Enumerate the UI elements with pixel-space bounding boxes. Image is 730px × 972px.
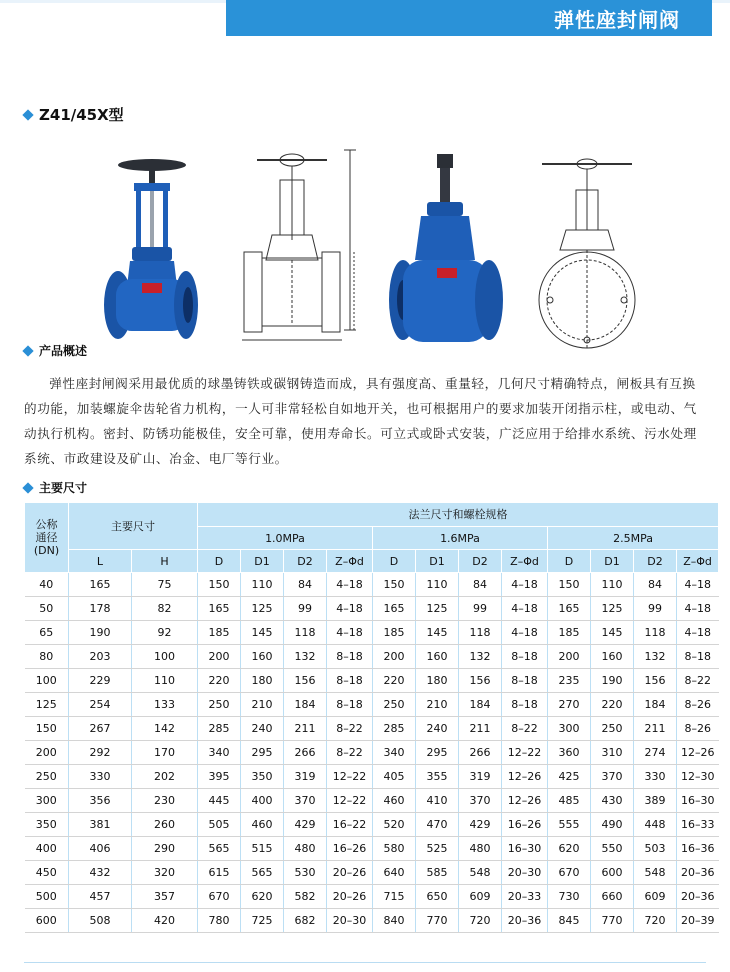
overview-heading: [24, 342, 87, 359]
table-cell: 211: [634, 717, 677, 741]
table-cell: 165: [69, 573, 132, 597]
table-cell: 254: [69, 693, 132, 717]
table-cell: 405: [373, 765, 416, 789]
table-cell: 290: [132, 837, 198, 861]
table-cell: 156: [634, 669, 677, 693]
table-cell: 185: [198, 621, 241, 645]
table-cell: 395: [198, 765, 241, 789]
table-cell: 310: [591, 741, 634, 765]
table-cell: 4–18: [677, 573, 719, 597]
table-cell: 220: [373, 669, 416, 693]
table-cell: 200: [25, 741, 69, 765]
page-banner: [226, 0, 712, 36]
overview-text: 弹性座封闸阀采用最优质的球墨铸铁或碳钢铸造而成，具有强度高、重量轻，几何尺寸精确特点，闸板具有互换的功能，加装螺旋伞齿轮省力机构，一人可非常轻松自如地开关，也可根据用户的要求加装开闭指示柱，或电动、气动执行机构。密封、防锈功能极佳，安全可靠，使用寿命长。可立式或卧式安装，广泛应用于给排水系统、污水处理系统、市政建设及矿山、冶金、电厂等行业。: [24, 376, 697, 466]
dimensions-table-body: [25, 573, 719, 933]
table-cell: 20–36: [677, 861, 719, 885]
table-cell: 133: [132, 693, 198, 717]
table-cell: 185: [373, 621, 416, 645]
table-cell: 20–26: [327, 861, 373, 885]
table-cell: 145: [416, 621, 459, 645]
table-cell: 420: [132, 909, 198, 933]
table-cell: 160: [241, 645, 284, 669]
table-cell: 548: [459, 861, 502, 885]
table-cell: 16–30: [677, 789, 719, 813]
table-cell: 720: [634, 909, 677, 933]
table-row: [25, 741, 719, 765]
table-cell: 400: [25, 837, 69, 861]
table-cell: 480: [459, 837, 502, 861]
table-cell: 503: [634, 837, 677, 861]
table-cell: 220: [591, 693, 634, 717]
dimensions-title: 主要尺寸: [39, 481, 88, 495]
table-cell: 4–18: [327, 573, 373, 597]
table-cell: 340: [198, 741, 241, 765]
table-cell: 178: [69, 597, 132, 621]
dimensions-table: [24, 502, 719, 933]
table-cell: 110: [591, 573, 634, 597]
table-row: [25, 789, 719, 813]
table-cell: 770: [416, 909, 459, 933]
table-cell: 620: [241, 885, 284, 909]
table-cell: 145: [591, 621, 634, 645]
table-cell: 609: [634, 885, 677, 909]
table-cell: 4–18: [677, 621, 719, 645]
table-cell: 330: [634, 765, 677, 789]
table-cell: 715: [373, 885, 416, 909]
table-cell: 211: [459, 717, 502, 741]
table-cell: 125: [416, 597, 459, 621]
table-cell: 235: [548, 669, 591, 693]
table-row: [25, 909, 719, 933]
table-cell: 84: [459, 573, 502, 597]
table-cell: 555: [548, 813, 591, 837]
table-row: [25, 645, 719, 669]
table-cell: 4–18: [502, 597, 548, 621]
table-cell: 160: [416, 645, 459, 669]
table-cell: 780: [198, 909, 241, 933]
table-cell: 132: [284, 645, 327, 669]
table-cell: 12–22: [327, 765, 373, 789]
table-cell: 460: [373, 789, 416, 813]
table-cell: 360: [548, 741, 591, 765]
table-cell: 4–18: [502, 573, 548, 597]
table-cell: 250: [373, 693, 416, 717]
table-cell: 4–18: [327, 597, 373, 621]
table-cell: 12–26: [502, 789, 548, 813]
table-cell: 8–22: [327, 717, 373, 741]
table-cell: 8–22: [677, 669, 719, 693]
table-cell: 350: [25, 813, 69, 837]
table-cell: 12–22: [327, 789, 373, 813]
table-row: [25, 693, 719, 717]
table-row: [25, 597, 719, 621]
table-cell: 565: [241, 861, 284, 885]
table-cell: 180: [241, 669, 284, 693]
table-cell: 340: [373, 741, 416, 765]
table-cell: 356: [69, 789, 132, 813]
table-row: [25, 861, 719, 885]
table-cell: 8–18: [677, 645, 719, 669]
header-pressure-2: 1.6MPa: [373, 527, 548, 550]
table-cell: 142: [132, 717, 198, 741]
table-cell: 457: [69, 885, 132, 909]
table-cell: 99: [284, 597, 327, 621]
table-cell: 565: [198, 837, 241, 861]
table-cell: 8–18: [327, 669, 373, 693]
table-cell: 845: [548, 909, 591, 933]
table-cell: 520: [373, 813, 416, 837]
table-cell: 118: [459, 621, 502, 645]
table-cell: 295: [416, 741, 459, 765]
table-cell: 150: [373, 573, 416, 597]
header-col: D: [548, 550, 591, 573]
table-cell: 145: [241, 621, 284, 645]
table-cell: 180: [416, 669, 459, 693]
table-cell: 229: [69, 669, 132, 693]
table-cell: 490: [591, 813, 634, 837]
table-cell: 285: [198, 717, 241, 741]
header-col: D2: [459, 550, 502, 573]
table-cell: 4–18: [327, 621, 373, 645]
table-cell: 65: [25, 621, 69, 645]
table-cell: 150: [198, 573, 241, 597]
table-row: [25, 573, 719, 597]
header-L: L: [69, 550, 132, 573]
table-cell: 370: [284, 789, 327, 813]
valve-drawing-front: [232, 140, 362, 345]
table-cell: 515: [241, 837, 284, 861]
table-cell: 470: [416, 813, 459, 837]
table-cell: 320: [132, 861, 198, 885]
table-cell: 319: [284, 765, 327, 789]
table-cell: 150: [548, 573, 591, 597]
table-cell: 505: [198, 813, 241, 837]
table-cell: 200: [373, 645, 416, 669]
table-cell: 12–26: [677, 741, 719, 765]
table-cell: 110: [132, 669, 198, 693]
table-cell: 230: [132, 789, 198, 813]
table-cell: 125: [241, 597, 284, 621]
table-cell: 357: [132, 885, 198, 909]
table-cell: 12–22: [502, 741, 548, 765]
table-row: [25, 621, 719, 645]
table-cell: 292: [69, 741, 132, 765]
table-cell: 8–18: [502, 669, 548, 693]
header-dn: 公称 通径 (DN): [25, 503, 69, 573]
table-cell: 615: [198, 861, 241, 885]
table-cell: 202: [132, 765, 198, 789]
table-cell: 448: [634, 813, 677, 837]
header-col: D: [198, 550, 241, 573]
table-cell: 270: [548, 693, 591, 717]
table-cell: 400: [241, 789, 284, 813]
table-cell: 600: [25, 909, 69, 933]
table-cell: 650: [416, 885, 459, 909]
banner-title: 弹性座封闸阀: [554, 7, 680, 32]
dimensions-heading: [24, 479, 87, 496]
table-cell: 80: [25, 645, 69, 669]
table-cell: 285: [373, 717, 416, 741]
table-cell: 16–30: [502, 837, 548, 861]
table-cell: 720: [459, 909, 502, 933]
bottom-divider: [24, 962, 706, 963]
table-cell: 99: [634, 597, 677, 621]
table-cell: 118: [634, 621, 677, 645]
table-cell: 370: [459, 789, 502, 813]
table-cell: 240: [416, 717, 459, 741]
table-cell: 267: [69, 717, 132, 741]
table-cell: 480: [284, 837, 327, 861]
table-cell: 355: [416, 765, 459, 789]
table-cell: 99: [459, 597, 502, 621]
table-cell: 640: [373, 861, 416, 885]
table-cell: 184: [459, 693, 502, 717]
table-cell: 210: [241, 693, 284, 717]
table-cell: 210: [416, 693, 459, 717]
table-cell: 16–26: [327, 837, 373, 861]
header-pressure-1: 1.0MPa: [198, 527, 373, 550]
header-col: Z–Φd: [502, 550, 548, 573]
header-H: H: [132, 550, 198, 573]
table-cell: 682: [284, 909, 327, 933]
table-cell: 50: [25, 597, 69, 621]
valve-drawing-side: [532, 150, 642, 350]
table-cell: 20–30: [327, 909, 373, 933]
header-col: D2: [284, 550, 327, 573]
table-cell: 300: [548, 717, 591, 741]
table-cell: 445: [198, 789, 241, 813]
table-cell: 190: [69, 621, 132, 645]
header-main-dims: 主要尺寸: [69, 503, 198, 550]
table-cell: 118: [284, 621, 327, 645]
table-cell: 150: [25, 717, 69, 741]
table-cell: 200: [198, 645, 241, 669]
model-heading: [24, 104, 124, 125]
table-cell: 75: [132, 573, 198, 597]
table-cell: 250: [198, 693, 241, 717]
table-cell: 508: [69, 909, 132, 933]
table-cell: 12–30: [677, 765, 719, 789]
table-cell: 220: [198, 669, 241, 693]
table-cell: 20–33: [502, 885, 548, 909]
table-cell: 211: [284, 717, 327, 741]
table-cell: 132: [459, 645, 502, 669]
table-row: [25, 813, 719, 837]
diamond-bullet-icon: [22, 109, 33, 120]
header-pressure-3: 2.5MPa: [548, 527, 719, 550]
table-cell: 670: [198, 885, 241, 909]
header-col: Z–Φd: [677, 550, 719, 573]
table-cell: 485: [548, 789, 591, 813]
table-cell: 160: [591, 645, 634, 669]
header-col: D1: [591, 550, 634, 573]
table-cell: 170: [132, 741, 198, 765]
table-cell: 381: [69, 813, 132, 837]
table-cell: 609: [459, 885, 502, 909]
table-cell: 156: [284, 669, 327, 693]
table-cell: 330: [69, 765, 132, 789]
table-cell: 250: [25, 765, 69, 789]
table-cell: 425: [548, 765, 591, 789]
table-cell: 460: [241, 813, 284, 837]
table-cell: 84: [284, 573, 327, 597]
table-cell: 580: [373, 837, 416, 861]
header-col: D1: [416, 550, 459, 573]
table-cell: 184: [634, 693, 677, 717]
diamond-bullet-icon: [22, 482, 33, 493]
table-cell: 450: [25, 861, 69, 885]
overview-title: 产品概述: [39, 344, 88, 358]
table-cell: 600: [591, 861, 634, 885]
table-cell: 240: [241, 717, 284, 741]
table-cell: 40: [25, 573, 69, 597]
table-cell: 16–22: [327, 813, 373, 837]
table-cell: 190: [591, 669, 634, 693]
table-cell: 429: [459, 813, 502, 837]
valve-photo-side: [385, 150, 505, 355]
table-cell: 8–26: [677, 693, 719, 717]
header-col: D2: [634, 550, 677, 573]
table-cell: 156: [459, 669, 502, 693]
diamond-bullet-icon: [22, 345, 33, 356]
table-cell: 165: [373, 597, 416, 621]
table-cell: 274: [634, 741, 677, 765]
table-cell: 8–26: [677, 717, 719, 741]
table-cell: 203: [69, 645, 132, 669]
table-cell: 92: [132, 621, 198, 645]
table-cell: 20–36: [677, 885, 719, 909]
table-cell: 8–18: [502, 645, 548, 669]
table-cell: 4–18: [502, 621, 548, 645]
header-col: D: [373, 550, 416, 573]
table-cell: 300: [25, 789, 69, 813]
table-cell: 389: [634, 789, 677, 813]
table-cell: 8–18: [327, 645, 373, 669]
table-cell: 20–26: [327, 885, 373, 909]
table-cell: 4–18: [677, 597, 719, 621]
table-cell: 582: [284, 885, 327, 909]
table-cell: 670: [548, 861, 591, 885]
table-cell: 585: [416, 861, 459, 885]
table-cell: 16–33: [677, 813, 719, 837]
table-cell: 8–18: [327, 693, 373, 717]
table-cell: 730: [548, 885, 591, 909]
table-cell: 406: [69, 837, 132, 861]
table-cell: 184: [284, 693, 327, 717]
table-cell: 250: [591, 717, 634, 741]
header-flange: 法兰尺寸和螺栓规格: [198, 503, 719, 527]
table-cell: 266: [284, 741, 327, 765]
valve-photo-front: [102, 155, 202, 355]
table-cell: 620: [548, 837, 591, 861]
table-cell: 660: [591, 885, 634, 909]
table-cell: 8–18: [502, 693, 548, 717]
table-cell: 132: [634, 645, 677, 669]
table-cell: 432: [69, 861, 132, 885]
table-cell: 125: [591, 597, 634, 621]
table-cell: 725: [241, 909, 284, 933]
table-cell: 20–39: [677, 909, 719, 933]
table-cell: 266: [459, 741, 502, 765]
table-cell: 370: [591, 765, 634, 789]
table-cell: 16–26: [502, 813, 548, 837]
header-col: D1: [241, 550, 284, 573]
table-cell: 530: [284, 861, 327, 885]
table-cell: 840: [373, 909, 416, 933]
table-row: [25, 765, 719, 789]
table-cell: 500: [25, 885, 69, 909]
table-cell: 295: [241, 741, 284, 765]
table-cell: 165: [548, 597, 591, 621]
table-cell: 110: [416, 573, 459, 597]
table-row: [25, 837, 719, 861]
table-cell: 110: [241, 573, 284, 597]
table-row: [25, 885, 719, 909]
table-cell: 20–36: [502, 909, 548, 933]
table-cell: 350: [241, 765, 284, 789]
table-cell: 185: [548, 621, 591, 645]
table-cell: 8–22: [327, 741, 373, 765]
table-cell: 525: [416, 837, 459, 861]
table-cell: 100: [25, 669, 69, 693]
table-cell: 125: [25, 693, 69, 717]
table-cell: 260: [132, 813, 198, 837]
model-title: Z41/45X型: [39, 106, 124, 124]
table-cell: 20–30: [502, 861, 548, 885]
table-cell: 430: [591, 789, 634, 813]
table-cell: 410: [416, 789, 459, 813]
table-row: [25, 717, 719, 741]
table-cell: 165: [198, 597, 241, 621]
table-cell: 429: [284, 813, 327, 837]
table-cell: 550: [591, 837, 634, 861]
header-col: Z–Φd: [327, 550, 373, 573]
table-cell: 12–26: [502, 765, 548, 789]
table-cell: 770: [591, 909, 634, 933]
table-row: [25, 669, 719, 693]
table-cell: 200: [548, 645, 591, 669]
table-cell: 82: [132, 597, 198, 621]
table-cell: 84: [634, 573, 677, 597]
table-cell: 16–36: [677, 837, 719, 861]
table-cell: 319: [459, 765, 502, 789]
table-cell: 548: [634, 861, 677, 885]
table-cell: 8–22: [502, 717, 548, 741]
table-cell: 100: [132, 645, 198, 669]
